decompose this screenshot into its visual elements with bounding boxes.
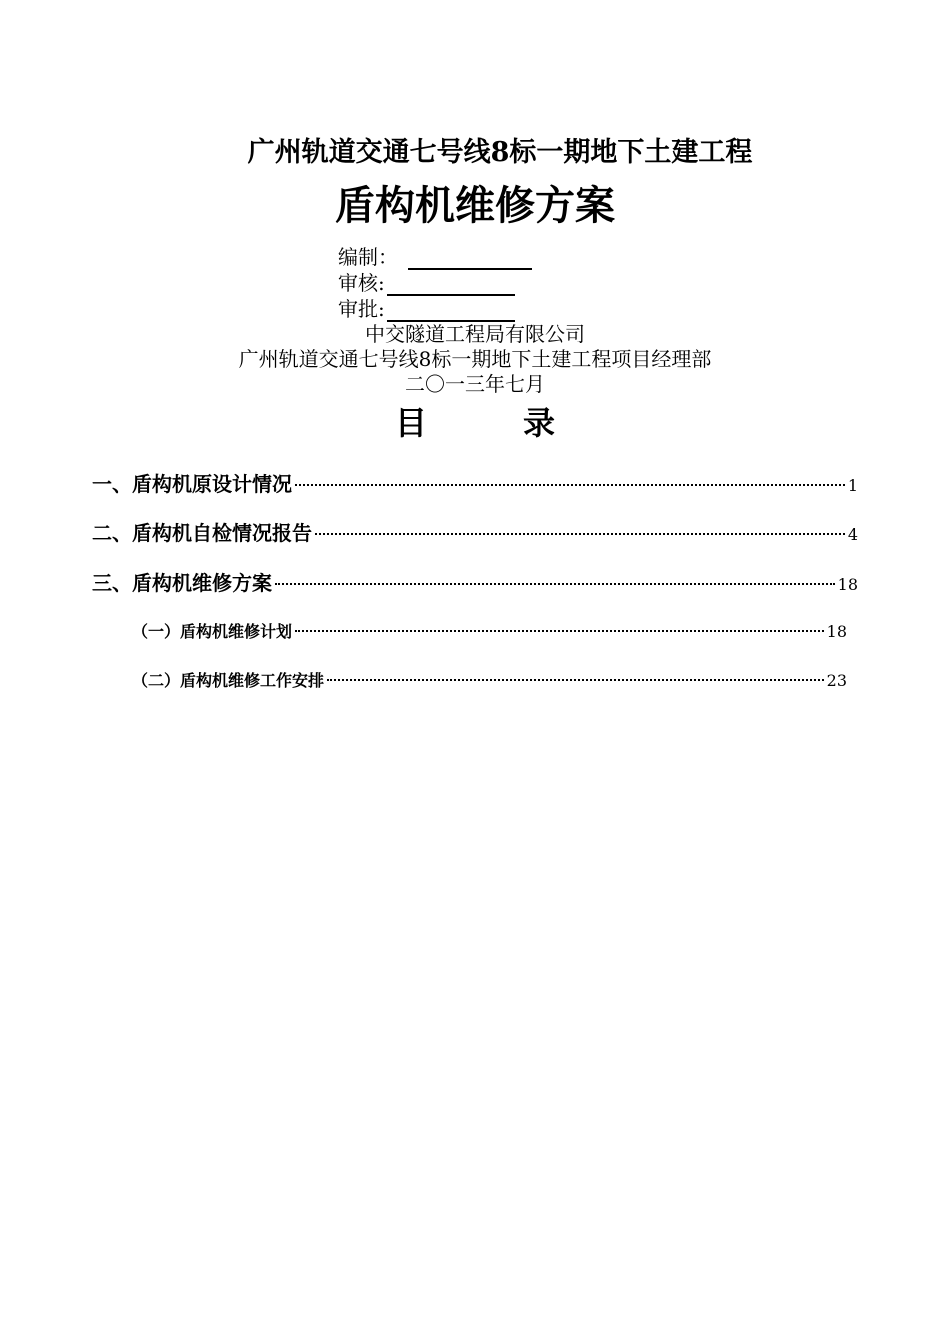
project-title: 广州轨道交通七号线8标一期地下土建工程: [247, 137, 753, 168]
department-name: 广州轨道交通七号线8标一期地下土建工程项目经理部: [238, 347, 712, 371]
toc-entry-page: 23: [826, 671, 847, 690]
document-title: 盾构机维修方案: [335, 182, 615, 229]
toc-entry-label: 二、盾构机自检情况报告: [92, 521, 312, 545]
toc-entry-label: 三、盾构机维修方案: [92, 571, 272, 595]
toc-subentry[interactable]: [132, 668, 847, 691]
toc-entry-page: 18: [826, 622, 847, 641]
company-name: 中交隧道工程局有限公司: [365, 322, 585, 346]
toc-leader-dots: [275, 583, 835, 585]
toc-entry-page: 1: [847, 476, 858, 495]
toc-leader-dots: [295, 484, 845, 486]
toc-entry-page: 4: [847, 525, 858, 544]
toc-entry-page: 18: [837, 575, 858, 594]
toc-leader-dots: [327, 679, 824, 681]
signature-label: 编制：: [338, 245, 398, 269]
toc-entry-label: （一）盾构机维修计划: [132, 622, 293, 641]
toc-subentry[interactable]: [132, 619, 847, 642]
document-date: 二〇一三年七月: [405, 372, 545, 396]
toc-entry[interactable]: [92, 468, 858, 497]
signature-label: 审核:: [338, 271, 385, 295]
toc-heading-left: 目: [394, 404, 427, 442]
toc-heading: [0, 398, 950, 444]
signature-label: 审批:: [338, 297, 385, 321]
toc-entry[interactable]: [92, 517, 858, 546]
toc-entry-label: （二）盾构机维修工作安排: [132, 671, 325, 690]
toc-leader-dots: [295, 630, 824, 632]
toc-leader-dots: [315, 533, 845, 535]
signature-row-compiled: [338, 241, 532, 270]
toc-heading-right: 录: [523, 404, 556, 442]
toc-entry[interactable]: [92, 567, 858, 596]
toc-entry-label: 一、盾构机原设计情况: [92, 472, 292, 496]
signature-row-reviewed: [338, 267, 515, 296]
